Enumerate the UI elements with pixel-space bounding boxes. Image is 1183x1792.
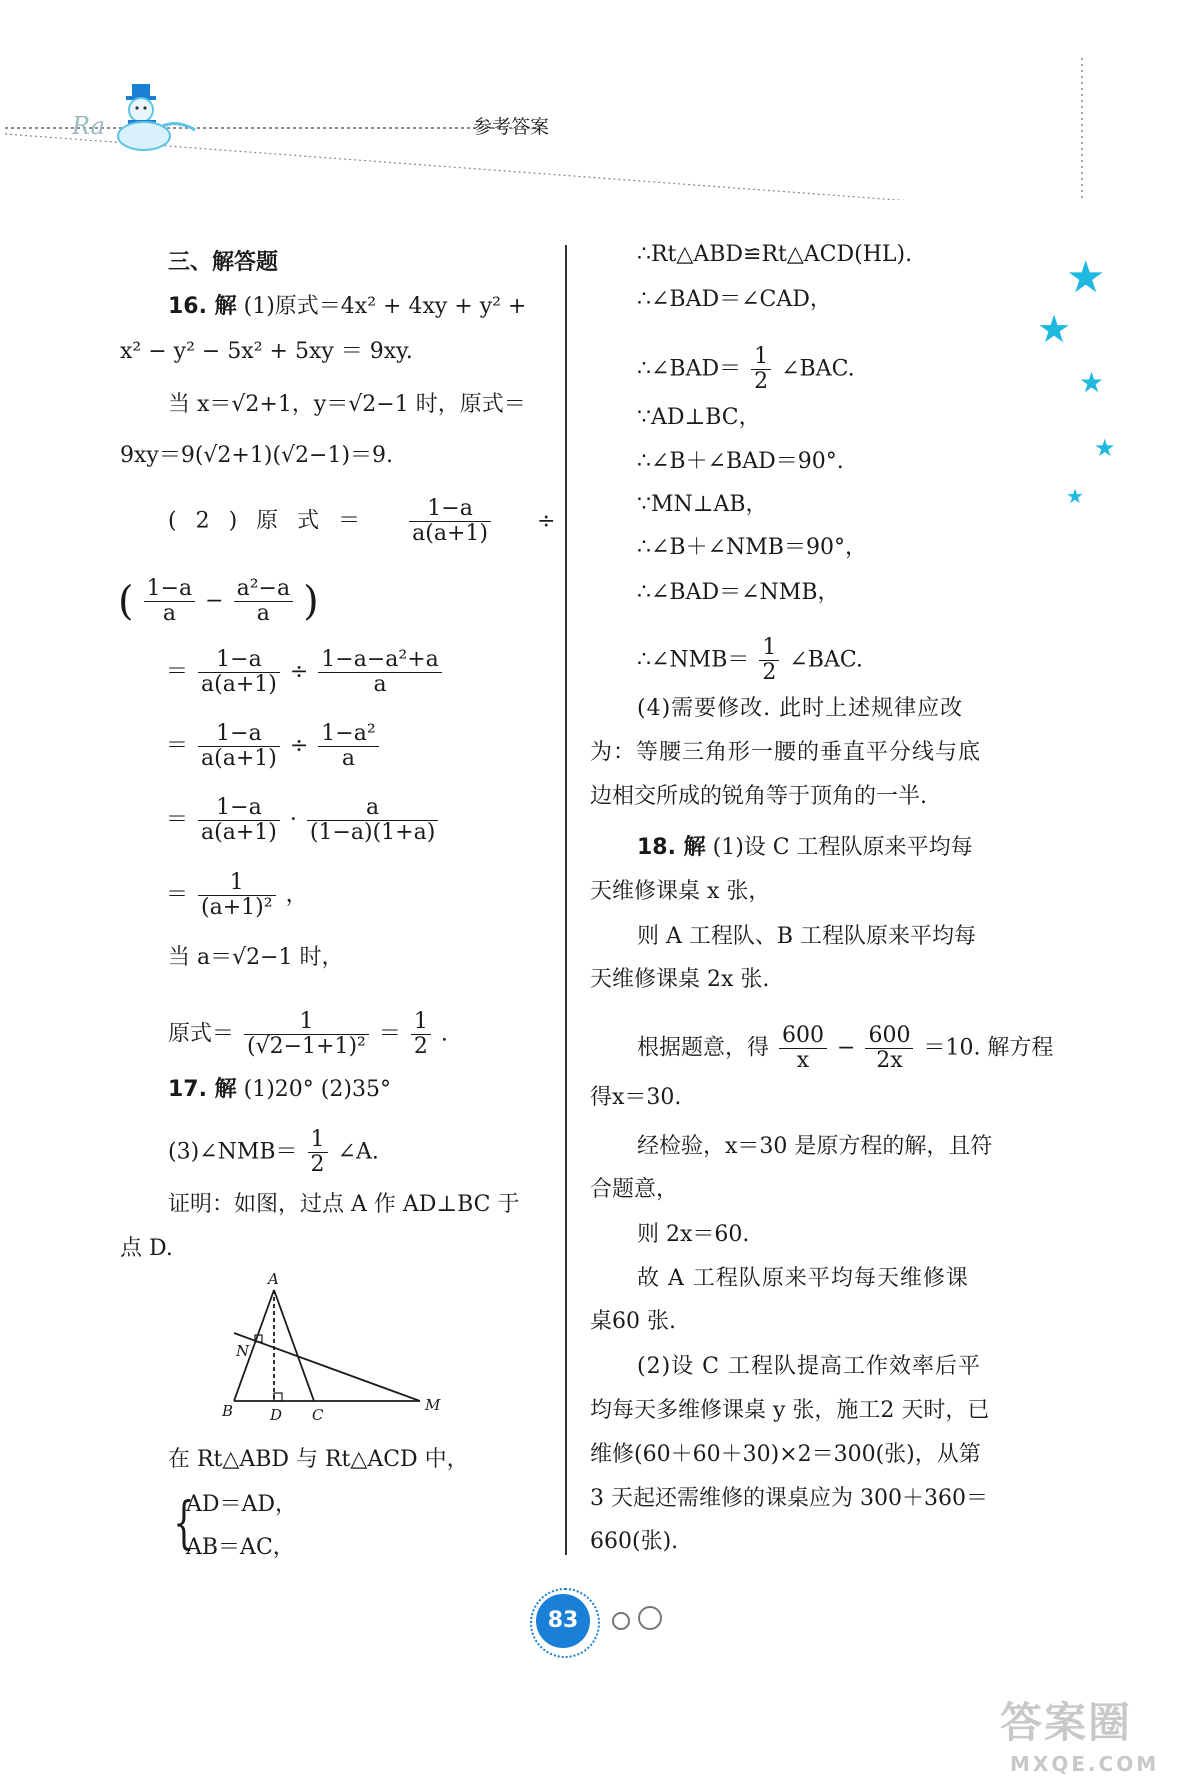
right-angle-D (274, 1393, 282, 1401)
r-line-6: ∵MN⊥AB， (637, 492, 768, 517)
fraction-denominator: (1−a)(1+a) (309, 820, 436, 845)
fraction-denominator: a (341, 746, 356, 771)
page-number: 83 (536, 1594, 590, 1648)
equals-sign: ＝ (166, 882, 189, 908)
fraction (144, 577, 196, 626)
fraction-denominator: (√2−1+1)² (247, 1034, 366, 1059)
q16-line-3: 当 x＝√2+1，y＝√2−1 时，原式＝ (168, 392, 526, 417)
q16-label: 16. 解 (168, 294, 237, 319)
fraction-denominator: 2 (310, 1152, 325, 1177)
q18-line-1 (637, 833, 973, 863)
fraction-denominator: 2 (413, 1034, 428, 1059)
period: . (440, 1021, 448, 1047)
q16-text: (1)原式＝4x² + 4xy + y² + (236, 294, 527, 319)
fraction (411, 1010, 431, 1059)
fraction (307, 796, 438, 845)
minus-sign: − (205, 588, 224, 614)
fraction-denominator: a (162, 601, 176, 626)
final-label: 原式＝ (168, 1021, 235, 1047)
watermark-logo: 答案圈 (1000, 1698, 1133, 1747)
r-line-2: ∴∠BAD＝∠CAD， (637, 287, 832, 312)
q17-part3-text: (3)∠NMB＝ (168, 1139, 298, 1165)
fraction-denominator: (a+1)² (201, 895, 273, 920)
q18-text: (1)设 C 工程队原来平均每 (705, 835, 973, 860)
r-line-26: 维修(60＋60＋30)×2＝300(张)，从第 (590, 1442, 981, 1467)
fraction (198, 648, 280, 697)
circle-decoration (638, 1606, 662, 1630)
r-line-23: 桌60 张. (590, 1309, 676, 1334)
paren-close: ) (303, 578, 319, 625)
r-line-8: ∴∠BAD＝∠NMB， (637, 580, 840, 605)
equals-sign: ＝ (166, 733, 189, 759)
r-line-18: 得x＝30. (590, 1085, 682, 1110)
fraction (198, 722, 280, 771)
fraction-numerator: a (307, 796, 438, 821)
fraction (318, 648, 441, 697)
q16-final (168, 1010, 448, 1059)
page-header-title: 参考答案 (473, 116, 550, 138)
r-line-9-text: ∴∠NMB＝ (637, 647, 750, 673)
fraction (759, 636, 779, 685)
q16-step-2 (166, 722, 382, 771)
logo-text: Ra (72, 112, 105, 140)
label-M: M (425, 1396, 441, 1414)
r-line-20: 合题意， (590, 1177, 679, 1202)
r-line-27: 3 天起还需维修的课桌应为 300＋360＝ (590, 1486, 988, 1511)
r-line-22: 故 A 工程队原来平均每天维修课 (637, 1266, 969, 1291)
q16-step-1 (166, 648, 445, 697)
r-line-24: (2)设 C 工程队提高工作效率后平 (637, 1354, 981, 1379)
q16-line-1 (168, 292, 526, 322)
triangle-figure (220, 1268, 460, 1428)
q16-part2-label: ( 2 ) 原 式 ＝ (168, 508, 367, 534)
fraction-numerator: 1−a² (318, 722, 378, 747)
fraction-denominator: 2 (762, 660, 777, 685)
fraction-numerator: 1−a (409, 497, 491, 522)
circle-decoration (612, 1612, 630, 1630)
fraction-numerator: 1 (244, 1010, 369, 1035)
fraction-numerator: 1 (198, 871, 276, 896)
fraction (198, 796, 280, 845)
column-divider (565, 245, 567, 1555)
star-icon: ★ (1079, 366, 1105, 399)
equals-sign: ＝ (166, 659, 189, 685)
r-line-17-text: 根据题意，得 (637, 1035, 770, 1061)
r-line-17-tail: ＝10. 解方程 (923, 1035, 1054, 1061)
segment-AC (274, 1290, 314, 1401)
fraction (198, 871, 276, 920)
paren-open: ( (118, 578, 134, 625)
fraction (409, 497, 491, 546)
q17-text: (1)20° (2)35° (236, 1077, 391, 1102)
multiply-dot: · (289, 807, 297, 833)
q17-line-1 (168, 1075, 391, 1105)
fraction-numerator: 600 (865, 1024, 913, 1049)
r-line-9 (637, 636, 863, 685)
q16-line-2: x² − y² − 5x² + 5xy ＝ 9xy. (120, 339, 413, 364)
divide-sign: ÷ (289, 733, 309, 759)
minus-sign: − (837, 1035, 856, 1061)
r-line-28: 660(张). (590, 1529, 679, 1554)
fraction-numerator: 1 (411, 1010, 431, 1035)
fraction-numerator: 1−a−a²+a (318, 648, 441, 673)
r-line-15: 则 A 工程队、B 工程队原来平均每 (637, 924, 977, 949)
fraction (234, 577, 294, 626)
label-C: C (312, 1406, 324, 1424)
r-line-3 (637, 345, 855, 394)
r-line-19: 经检验，x＝30 是原方程的解，且符 (637, 1134, 993, 1159)
fraction-numerator: 600 (779, 1024, 827, 1049)
star-icon: ★ (1037, 307, 1072, 351)
watermark-url: MXQE.COM (1010, 1752, 1160, 1776)
q18-label: 18. 解 (637, 835, 706, 860)
q17-line-6: AD＝AD， (186, 1492, 298, 1517)
q17-label: 17. 解 (168, 1077, 237, 1102)
fraction-numerator: a²−a (234, 577, 294, 602)
fraction-denominator: a(a+1) (201, 746, 277, 771)
r-line-12: 边相交所成的锐角等于顶角的一半. (590, 784, 927, 809)
fraction-numerator: 1−a (198, 648, 280, 673)
divide-sign: ÷ (536, 508, 556, 534)
q17-line-7: AB＝AC， (186, 1535, 295, 1560)
equals-sign: ＝ (378, 1021, 401, 1047)
r-line-4: ∵AD⊥BC， (637, 405, 761, 430)
q16-line-4: 9xy＝9(√2+1)(√2−1)＝9. (120, 443, 394, 468)
fraction-denominator: a(a+1) (201, 820, 277, 845)
fraction-numerator: 1 (759, 636, 779, 661)
r-line-16: 天维修课桌 2x 张. (590, 967, 770, 992)
q16-step-4 (166, 871, 308, 920)
fraction-numerator: 1 (308, 1128, 328, 1153)
r-line-11: 为：等腰三角形一腰的垂直平分线与底 (590, 740, 982, 765)
r-line-7: ∴∠B＋∠NMB＝90°， (637, 535, 867, 560)
q17-line-3: 证明：如图，过点 A 作 AD⊥BC 于 (168, 1192, 520, 1217)
fraction (244, 1010, 369, 1059)
q16-when: 当 a＝√2−1 时， (168, 945, 344, 970)
fraction (751, 345, 771, 394)
fraction-numerator: 1 (751, 345, 771, 370)
fraction-denominator: 2 (754, 369, 769, 394)
fraction-numerator: 1−a (144, 577, 196, 602)
star-icon: ★ (1094, 434, 1116, 462)
fraction-denominator: x (796, 1048, 810, 1073)
r-line-3-text: ∴∠BAD＝ (637, 356, 742, 382)
section-title: 三、解答题 (168, 250, 279, 275)
fraction-denominator: a (256, 601, 270, 626)
q16-part2-line (168, 497, 555, 546)
fraction (318, 722, 378, 771)
fraction-numerator: 1−a (198, 796, 280, 821)
r-line-5: ∴∠B＋∠BAD＝90°. (637, 449, 844, 474)
r-line-10: (4)需要修改. 此时上述规律应改 (637, 696, 964, 721)
divide-sign: ÷ (289, 659, 309, 685)
q17-line-4: 点 D. (120, 1236, 173, 1261)
q17-line-2 (168, 1128, 379, 1177)
fraction-denominator: a(a+1) (201, 672, 277, 697)
r-line-1: ∴Rt△ABD≌Rt△ACD(HL). (637, 242, 913, 267)
label-D: D (270, 1406, 283, 1424)
r-line-3-tail: ∠BAC. (781, 356, 855, 382)
q17-part3-tail: ∠A. (337, 1139, 379, 1165)
fraction-denominator: 2x (876, 1048, 903, 1073)
line-MN (234, 1333, 420, 1401)
star-icon: ★ (1066, 252, 1106, 303)
r-line-21: 则 2x＝60. (637, 1222, 750, 1247)
q17-line-5: 在 Rt△ABD 与 Rt△ACD 中， (168, 1447, 469, 1472)
fraction (308, 1128, 328, 1177)
brace: { (173, 1491, 195, 1556)
fraction-denominator: a(a+1) (412, 521, 488, 546)
label-N: N (236, 1342, 250, 1360)
q16-paren-expression (118, 577, 319, 626)
r-line-17 (637, 1024, 1053, 1073)
label-A: A (268, 1270, 279, 1288)
r-line-9-tail: ∠BAC. (789, 647, 863, 673)
snowman-icon (110, 80, 200, 152)
label-B: B (222, 1402, 234, 1420)
fraction-numerator: 1−a (198, 722, 280, 747)
comma: ， (285, 882, 308, 908)
r-line-25: 均每天多维修课桌 y 张，施工2 天时，已 (590, 1398, 990, 1423)
r-line-14: 天维修课桌 x 张， (590, 879, 771, 904)
equals-sign: ＝ (166, 807, 189, 833)
q16-step-3 (166, 796, 441, 845)
fraction (865, 1024, 913, 1073)
fraction (779, 1024, 827, 1073)
star-icon: ★ (1066, 484, 1084, 508)
fraction-denominator: a (373, 672, 387, 697)
